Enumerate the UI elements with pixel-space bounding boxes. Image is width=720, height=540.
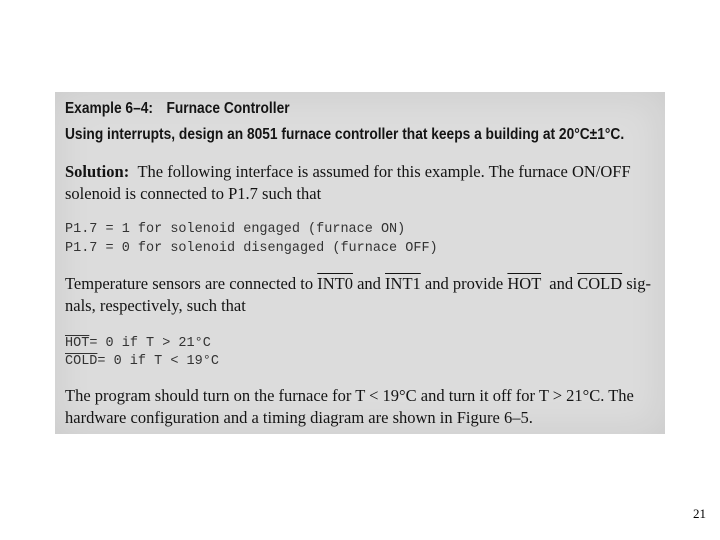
solution-line-1	[65, 162, 631, 182]
scanned-textbook-excerpt	[55, 92, 665, 434]
cold-signal: COLD	[577, 274, 623, 293]
hot-condition: = 0 if T > 21°C	[89, 336, 211, 351]
example-heading	[65, 100, 290, 118]
closing-line-1: The program should turn on the furnace for T < 19°C and turn it off for T > 21°C. The	[65, 386, 634, 405]
code-line-cold	[65, 354, 219, 369]
sensors-line-1	[65, 274, 651, 294]
sensors-text-post: sig-	[622, 274, 652, 293]
sensors-text-mid3: and	[541, 274, 578, 293]
sensors-text-mid2: and provide	[420, 274, 508, 293]
hot-signal: $\overline{HOT}$	[507, 274, 542, 293]
int1-signal: INT1	[385, 274, 421, 293]
int0-signal: INT0	[317, 274, 353, 293]
sensors-text-pre: Temperature sensors are connected to	[65, 274, 318, 293]
code-line-solenoid-off: P1.7 = 0 for solenoid disengaged (furnace OFF)	[65, 241, 438, 256]
closing-line-2: hardware configuration and a timing diagram are shown in Figure 6–5.	[65, 408, 533, 427]
example-task: Using interrupts, design an 8051 furnace controller that keeps a building at 20°C±1°C.	[65, 126, 625, 143]
solution-label: Solution:	[65, 162, 130, 181]
code-line-hot	[65, 336, 211, 351]
code-line-solenoid-on: P1.7 = 1 for solenoid engaged (furnace ON)	[65, 222, 406, 237]
example-title: Furnace Controller	[166, 100, 290, 117]
sensors-text-mid1: and	[352, 274, 386, 293]
cold-condition: = 0 if T < 19°C	[97, 354, 219, 369]
hot-name: $\overline{HOT}$	[65, 336, 90, 351]
sensors-line-2: nals, respectively, such that	[65, 296, 246, 315]
example-number: Example 6–4:	[65, 100, 153, 117]
solution-text-1: The following interface is assumed for this example. The furnace ON/OFF	[137, 162, 631, 181]
solution-line-2: solenoid is connected to P1.7 such that	[65, 184, 322, 203]
cold-name: COLD	[65, 354, 98, 369]
page-number: 21	[693, 506, 706, 521]
